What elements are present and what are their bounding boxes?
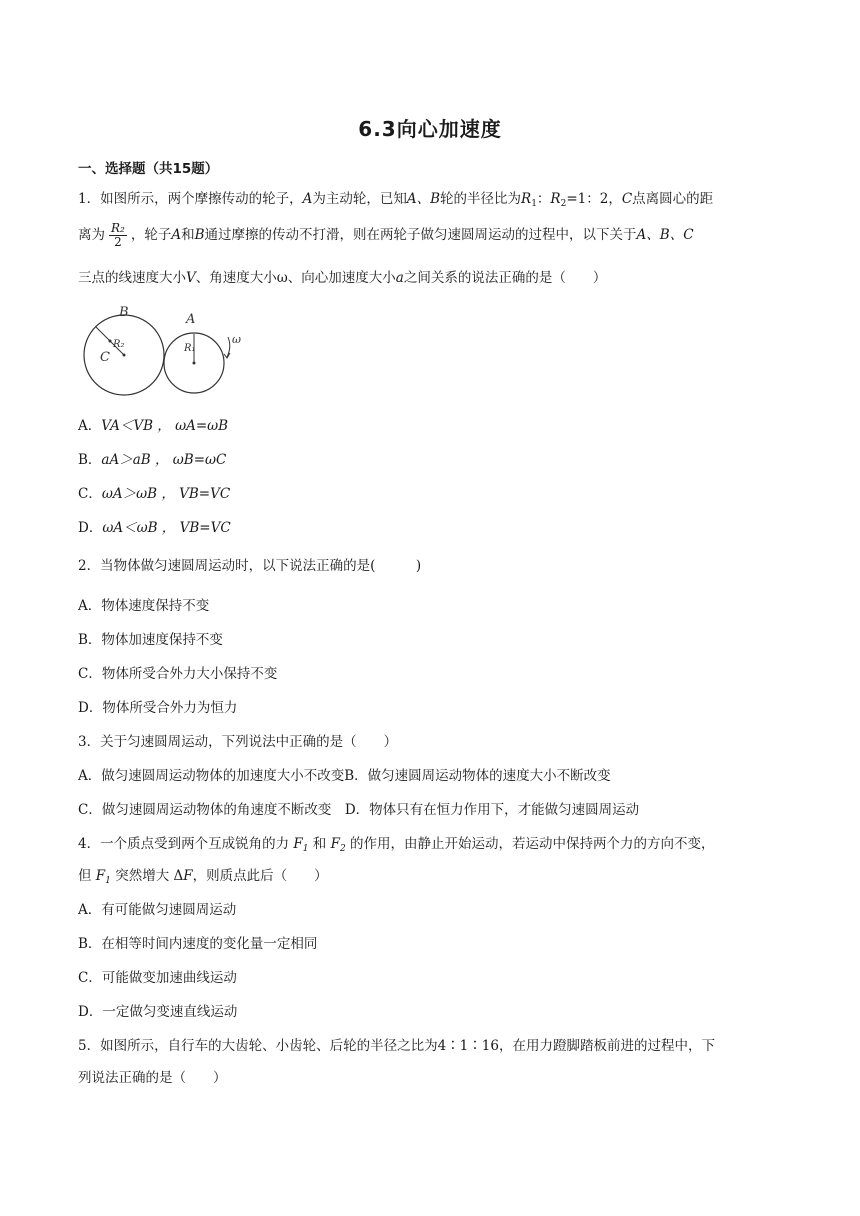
q1-text: 通过摩擦的传动不打滑，则在两轮子做匀速圆周运动的过程中，以下关于: [204, 227, 637, 243]
q1-text: 离为: [78, 227, 105, 243]
fraction-numerator: R₂: [111, 221, 125, 235]
q5-line2: 列说法正确的是（ ）: [78, 1070, 227, 1086]
q1-option-c: [78, 484, 230, 504]
q1-text: 轮的半径比为: [440, 191, 522, 207]
q2-option-b: B．物体加速度保持不变: [78, 632, 223, 648]
label-omega: ω: [232, 333, 241, 346]
q4-option-c: C．可能做变加速曲线运动: [78, 970, 237, 986]
label-r2: R₂: [113, 339, 125, 350]
q1-text: ，轮子: [130, 227, 172, 243]
q2-stem: 2．当物体做匀速圆周运动时，以下说法正确的是( ): [78, 558, 422, 574]
label-r1: R₁: [184, 343, 196, 354]
q4-option-a: A．有可能做匀速圆周运动: [78, 902, 237, 918]
friction-wheels-figure: [82, 303, 246, 401]
sub-1: 1: [105, 876, 111, 886]
q2-option-a: A．物体速度保持不变: [78, 598, 210, 614]
var-F2: F: [330, 836, 340, 852]
sub-2: 2: [339, 844, 346, 854]
var-F1: F: [95, 868, 106, 884]
q4-option-d: D．一定做匀变速直线运动: [78, 1004, 238, 1020]
q1-line1: [78, 189, 713, 214]
fraction-r2-over-2: [109, 222, 127, 249]
q1-text: 三点的线速度大小: [78, 270, 186, 286]
sub-2: 2: [560, 199, 567, 209]
page-title: 6.3向心加速度: [358, 117, 502, 141]
fraction-denominator: 2: [114, 235, 122, 249]
var-F: F: [183, 868, 193, 884]
q1-line2: [78, 220, 694, 250]
q1-line3: [78, 268, 606, 288]
q1-option-a: [78, 416, 228, 436]
q4-text: 的作用，由静止开始运动，若运动中保持两个力的方向不变，: [345, 836, 715, 852]
option-text: aA＞aB ， ωB=ωC: [101, 452, 227, 468]
q4-line2: [78, 866, 328, 891]
q3-options-row2: C．做匀速圆周运动物体的角速度不断改变 D．物体只有在恒力作用下，才能做匀速圆周运动: [78, 802, 640, 818]
q1-text: 为主动轮，已知: [312, 191, 407, 207]
var-R2: R: [550, 191, 561, 207]
section-heading: 一、选择题（共15题）: [78, 161, 219, 177]
option-key: D．: [78, 520, 103, 536]
option-key: A．: [78, 418, 102, 434]
q3-options-row1: A．做匀速圆周运动物体的加速度大小不改变B．做匀速圆周运动物体的速度大小不断改变: [78, 768, 611, 784]
sub-1: 1: [531, 199, 537, 209]
var-C: C: [621, 191, 633, 207]
q5-line1: 5．如图所示，自行车的大齿轮、小齿轮、后轮的半径之比为4∶1∶16，在用力蹬脚踏板前进的过程中，下: [78, 1038, 715, 1054]
var-A: A: [171, 227, 182, 243]
center-b-dot: [123, 354, 126, 357]
var-R1: R: [521, 191, 532, 207]
center-a-dot: [193, 362, 196, 365]
q4-line1: [78, 834, 715, 859]
point-c-dot: [109, 340, 112, 343]
sub-1: 1: [302, 844, 309, 854]
label-b: B: [119, 305, 129, 320]
option-key: C．: [78, 486, 102, 502]
q3-stem: 3．关于匀速圆周运动，下列说法中正确的是（ ）: [78, 734, 398, 750]
q1-text: 之间关系的说法正确的是（ ）: [403, 270, 607, 286]
q4-text: 4．一个质点受到两个互成锐角的力: [78, 836, 294, 852]
option-text: ωA＜ωB ， VB=VC: [102, 520, 231, 536]
var-A: A: [302, 191, 313, 207]
q4-option-b: B．在相等时间内速度的变化量一定相同: [78, 936, 318, 952]
q1-text: 1．如图所示，两个摩擦传动的轮子，: [78, 191, 303, 207]
option-text: ωA＞ωB ， VB=VC: [101, 486, 231, 502]
q2-option-c: C．物体所受合外力大小保持不变: [78, 666, 278, 682]
q4-text: 但: [78, 868, 96, 884]
option-key: B．: [78, 452, 102, 468]
var-B: B: [194, 227, 205, 243]
label-a: A: [186, 312, 196, 327]
q4-text: 突然增大 Δ: [110, 868, 184, 884]
q1-option-d: [78, 518, 231, 538]
q1-text: =1：2，: [566, 191, 622, 207]
q4-text: ，则质点此后（ ）: [192, 868, 328, 884]
q1-text: 、角速度大小ω、向心加速度大小: [195, 270, 396, 286]
q2-option-d: D．物体所受合外力为恒力: [78, 700, 238, 716]
var-F1: F: [293, 836, 303, 852]
var-a: a: [395, 270, 404, 286]
q1-option-b: [78, 450, 226, 470]
var-V: V: [186, 270, 196, 286]
q1-text: 和: [181, 227, 195, 243]
option-text: VA＜VB ， ωA=ωB: [101, 418, 229, 434]
var-ABC: A、B、C: [636, 227, 694, 243]
var-AB: A、B: [406, 191, 441, 207]
q1-text: 点离圆心的距: [632, 191, 714, 207]
label-c: C: [100, 350, 110, 365]
arrowhead-icon: [224, 353, 230, 358]
colon: ：: [536, 191, 551, 207]
q4-text: 和: [308, 836, 331, 852]
